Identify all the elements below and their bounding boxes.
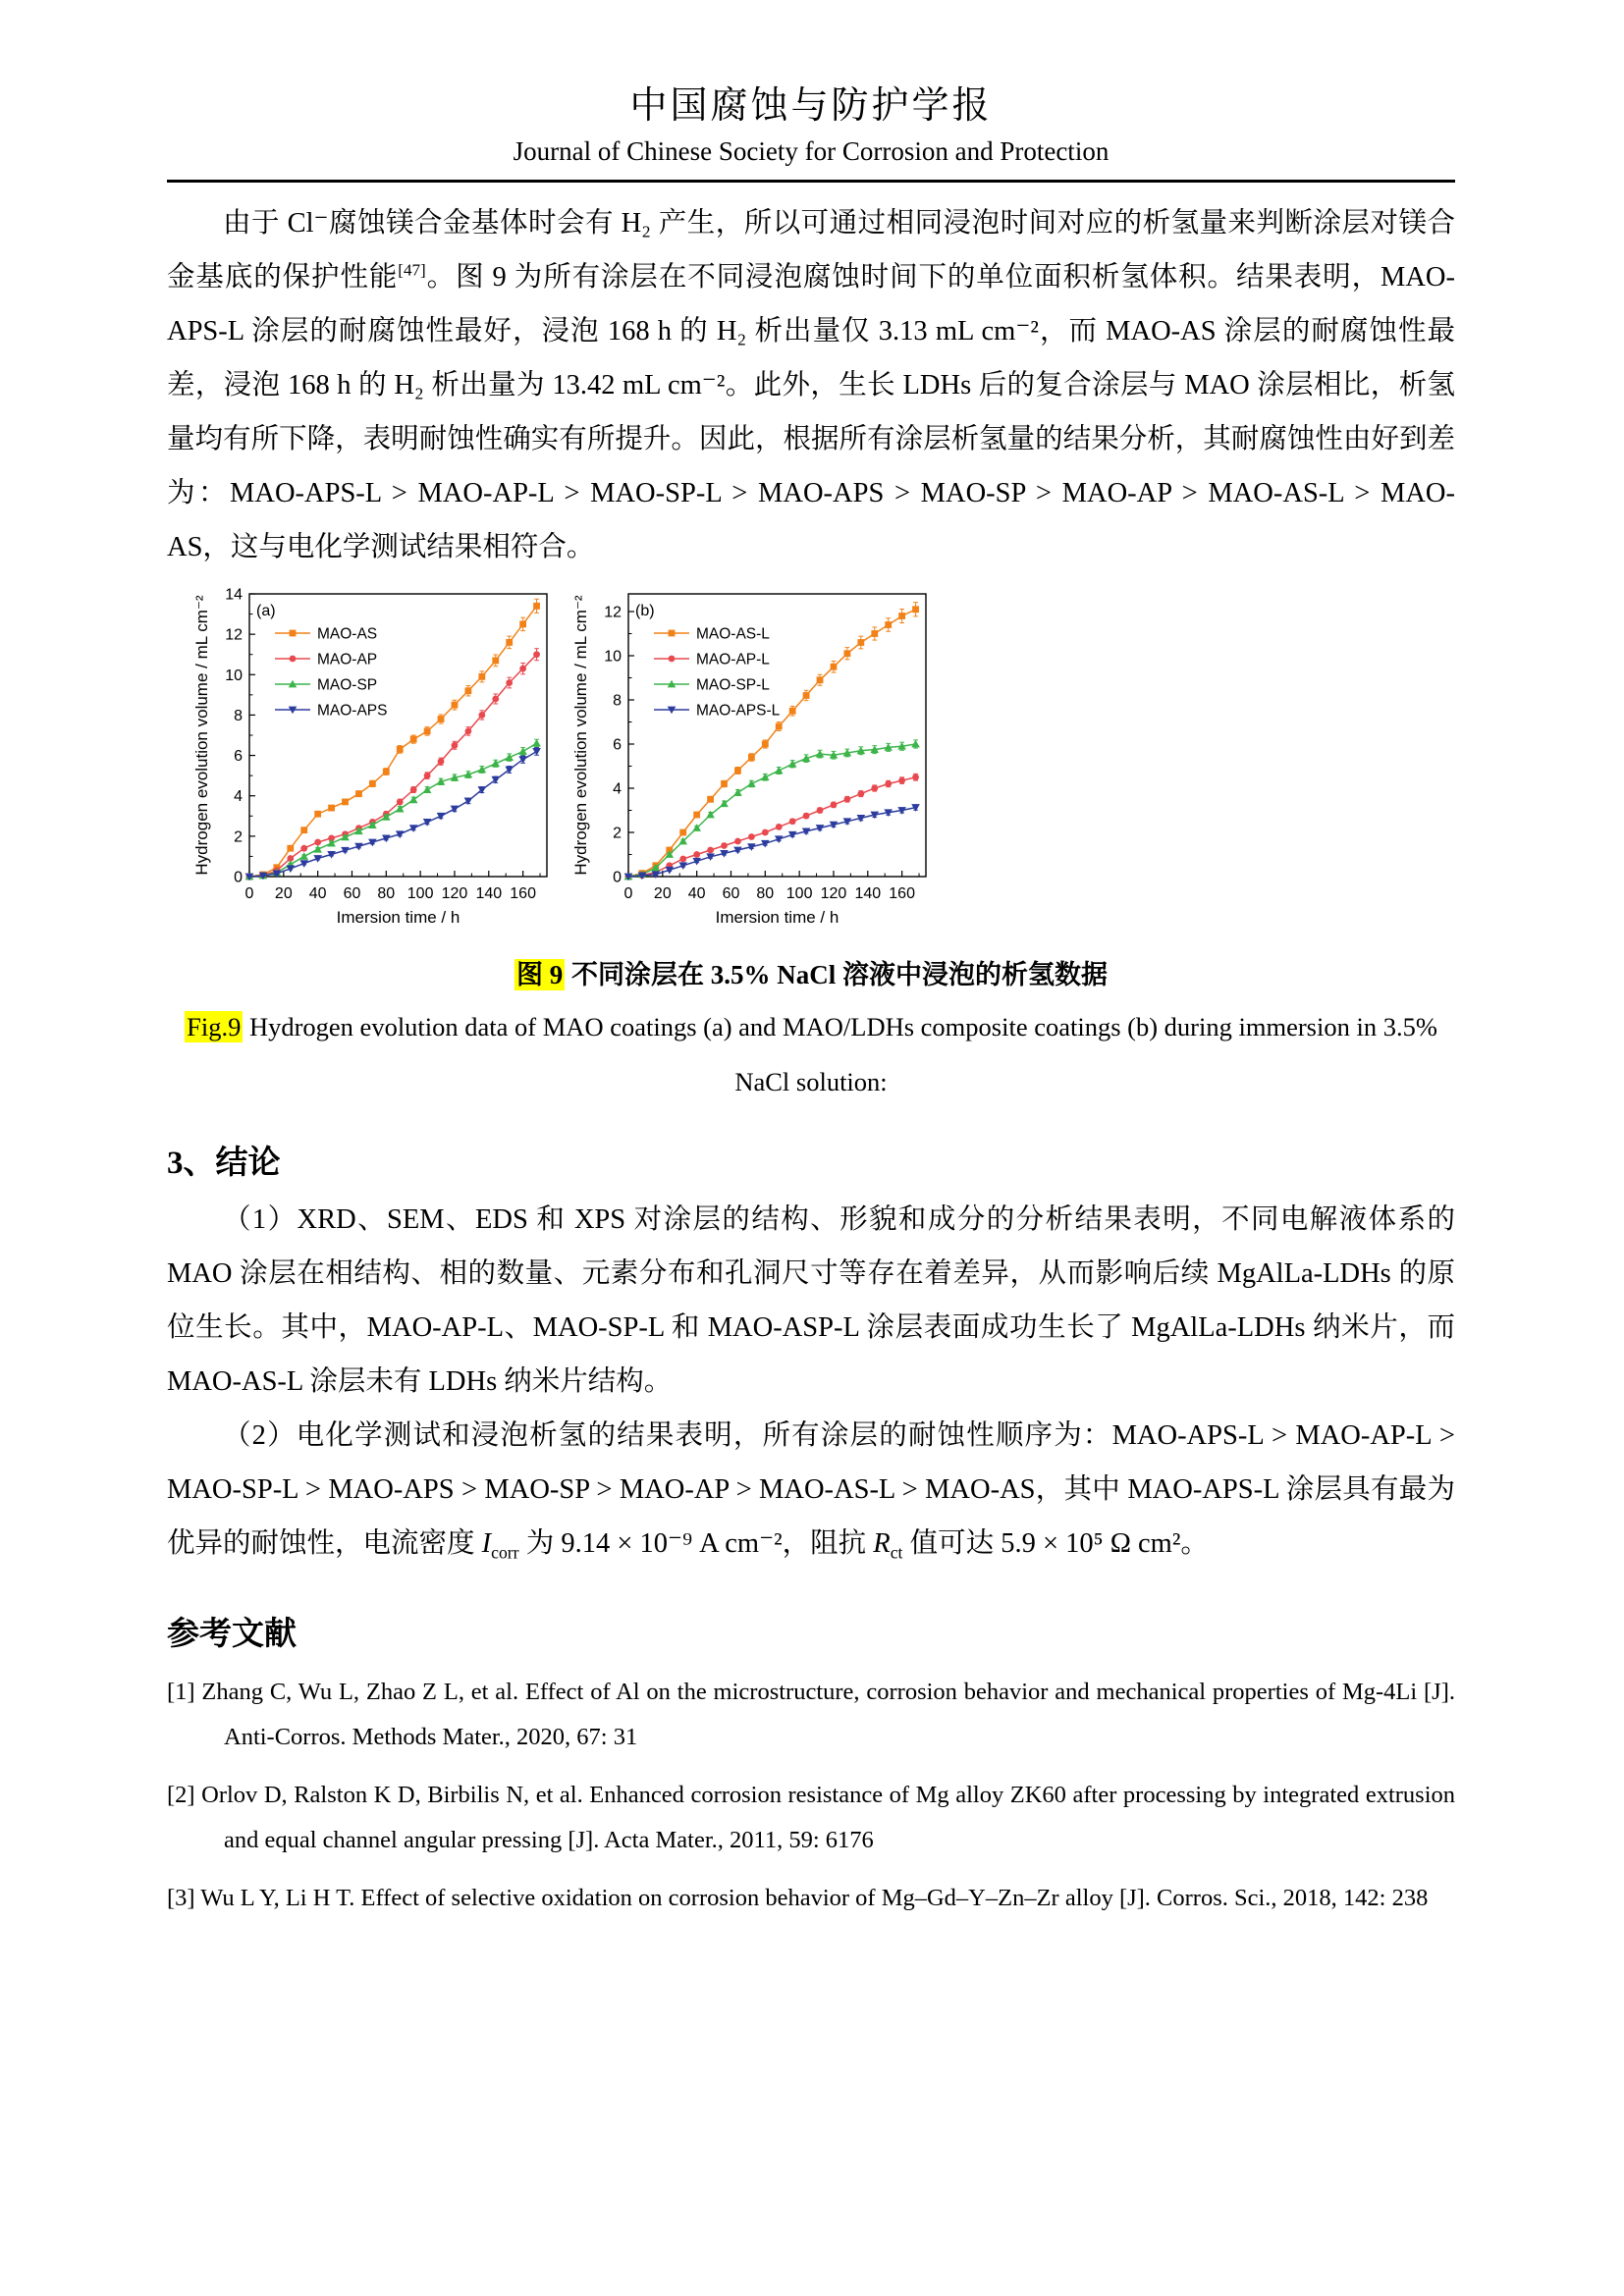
section-heading-references: 参考文献	[167, 1616, 297, 1652]
reference-item-3: [3] Wu L Y, Li H T. Effect of selective oxidation on corrosion behavior of Mg–Gd–Y–Zn–Zr alloy [J]. Corros. Sci., 2018, 142: 238	[167, 1884, 1429, 1911]
svg-text:140: 140	[475, 885, 503, 902]
conclusion-2-text-1: （2）电化学测试和浸泡析氢的结果表明，所有涂层的耐蚀性顺序为：MAO-APS-L > MAO-AP-L > MAO-SP-L > MAO-APS > MAO-SP > MAO-AP > MAO-AS-L > MAO-AS，其中 MAO-APS-L 涂层具有最为优异的耐蚀性，电流密度	[167, 1420, 1455, 1559]
figure-9-captions	[167, 953, 1455, 1109]
figure-caption-zh	[167, 953, 1455, 991]
figure-9	[167, 582, 1455, 1109]
svg-text:60: 60	[722, 885, 740, 902]
svg-text:(b): (b)	[635, 603, 655, 619]
svg-text:MAO-SP: MAO-SP	[317, 676, 378, 694]
variable-rct: R	[873, 1528, 891, 1559]
reference-list	[167, 1670, 1455, 1921]
svg-text:80: 80	[377, 885, 396, 902]
svg-text:6: 6	[234, 748, 243, 766]
svg-text:10: 10	[604, 648, 622, 666]
svg-text:80: 80	[756, 885, 775, 902]
citation-marker-47: [47]	[398, 260, 426, 280]
svg-text:6: 6	[613, 736, 622, 754]
svg-text:MAO-APS: MAO-APS	[317, 702, 388, 720]
svg-text:MAO-AP: MAO-AP	[317, 651, 378, 668]
figure-label-zh-highlight: 图 9	[516, 960, 564, 989]
chart-a-hydrogen-evolution-mao	[192, 582, 554, 934]
svg-text:0: 0	[234, 869, 243, 886]
svg-text:(a): (a)	[256, 603, 276, 619]
svg-text:MAO-SP-L: MAO-SP-L	[696, 676, 770, 694]
svg-text:12: 12	[225, 626, 243, 644]
journal-title-zh: 中国腐蚀与防护学报	[629, 85, 993, 127]
svg-text:120: 120	[820, 885, 847, 902]
svg-text:2: 2	[234, 828, 243, 846]
svg-text:10: 10	[225, 667, 243, 684]
figure-caption-en	[167, 999, 1455, 1109]
variable-rct-sub: ct	[890, 1542, 903, 1563]
figure-label-en-highlight: Fig.9	[187, 1012, 242, 1041]
svg-text:120: 120	[441, 885, 468, 902]
svg-text:8: 8	[613, 692, 622, 710]
conclusion-2-text-2: 为 9.14 × 10⁻⁹ A cm⁻²，阻抗	[518, 1528, 874, 1559]
figure-caption-zh-text: 不同涂层在 3.5% NaCl 溶液中浸泡的析氢数据	[565, 960, 1108, 989]
variable-icorr-sub: corr	[491, 1542, 519, 1563]
svg-text:MAO-AS: MAO-AS	[317, 625, 378, 643]
chart-b-hydrogen-evolution-mao-ldh	[571, 582, 933, 934]
conclusion-2-text-3: 值可达 5.9 × 10⁵ Ω cm²。	[902, 1528, 1209, 1559]
svg-text:Imersion time / h: Imersion time / h	[336, 908, 460, 927]
svg-text:160: 160	[510, 885, 536, 902]
charts-row	[192, 582, 1455, 934]
svg-text:2: 2	[613, 825, 622, 842]
reference-item-2: [2] Orlov D, Ralston K D, Birbilis N, et al. Enhanced corrosion resistance of Mg alloy ZK60 after processing by integrated extrusion and equal channel angular pressing [J]. Acta Mater., 2011, 59: 6176	[167, 1781, 1455, 1853]
svg-text:MAO-APS-L: MAO-APS-L	[696, 702, 781, 720]
svg-text:12: 12	[604, 604, 622, 621]
svg-text:140: 140	[854, 885, 882, 902]
svg-text:Hydrogen evolution volume / mL: Hydrogen evolution volume / mL cm⁻²	[192, 595, 211, 876]
svg-text:4: 4	[234, 788, 243, 806]
svg-text:MAO-AS-L: MAO-AS-L	[696, 625, 770, 643]
svg-text:40: 40	[687, 885, 706, 902]
paragraph-text-1: 由于 Cl⁻腐蚀镁合金基体时会有 H₂ 产生，所以可通过相同浸泡时间对应的析氢量来判断涂层对镁合金基底的保护性能	[167, 208, 1455, 293]
svg-text:14: 14	[225, 586, 243, 604]
svg-text:0: 0	[613, 869, 622, 886]
svg-text:40: 40	[308, 885, 327, 902]
figure-caption-en-text: Hydrogen evolution data of MAO coatings (a) and MAO/LDHs composite coatings (b) during immersion in 3.5% NaCl solution:	[243, 1012, 1437, 1096]
svg-text:60: 60	[343, 885, 361, 902]
conclusion-paragraph-2	[167, 1409, 1455, 1580]
svg-text:MAO-AP-L: MAO-AP-L	[696, 651, 770, 668]
variable-icorr: I	[481, 1528, 492, 1559]
paragraph-hydrogen-evolution	[167, 196, 1455, 574]
svg-text:4: 4	[613, 780, 622, 798]
svg-text:100: 100	[785, 885, 813, 902]
svg-text:Hydrogen evolution volume / mL: Hydrogen evolution volume / mL cm⁻²	[571, 595, 590, 876]
journal-header	[167, 75, 1455, 183]
svg-text:20: 20	[274, 885, 293, 902]
svg-text:160: 160	[889, 885, 915, 902]
svg-text:Imersion time / h: Imersion time / h	[715, 908, 839, 927]
svg-text:8: 8	[234, 707, 243, 724]
section-heading-conclusion: 3、结论	[167, 1146, 281, 1181]
header-divider	[167, 180, 1455, 183]
conclusion-paragraph-1: （1）XRD、SEM、EDS 和 XPS 对涂层的结构、形貌和成分的分析结果表明，不同电解液体系的 MAO 涂层在相结构、相的数量、元素分布和孔洞尺寸等存在着差异，从而影响后续 MgAlLa-LDHs 的原位生长。其中，MAO-AP-L、MAO-SP-L 和 MAO-ASP-L 涂层表面成功生长了 MgAlLa-LDHs 纳米片，而 MAO-AS-L 涂层未有 LDHs 纳米片结构。	[167, 1204, 1455, 1397]
svg-text:100: 100	[406, 885, 434, 902]
paragraph-text-2: 。图 9 为所有涂层在不同浸泡腐蚀时间下的单位面积析氢体积。结果表明，MAO-APS-L 涂层的耐腐蚀性最好，浸泡 168 h 的 H₂ 析出量仅 3.13 mL cm⁻²，而 MAO-AS 涂层的耐腐蚀性最差，浸泡 168 h 的 H₂ 析出量为 13.42 mL cm⁻²。此外，生长 LDHs 后的复合涂层与 MAO 涂层相比，析氢量均有所下降，表明耐蚀性确实有所提升。因此，根据所有涂层析氢量的结果分析，其耐腐蚀性由好到差为：MAO-APS-L > MAO-AP-L > MAO-SP-L > MAO-APS > MAO-SP > MAO-AP > MAO-AS-L > MAO-AS，这与电化学测试结果相符合。	[167, 262, 1455, 562]
svg-text:0: 0	[623, 885, 633, 902]
svg-text:0: 0	[244, 885, 254, 902]
journal-title-en: Journal of Chinese Society for Corrosion and Protection	[513, 136, 1110, 166]
svg-text:20: 20	[653, 885, 672, 902]
reference-item-1: [1] Zhang C, Wu L, Zhao Z L, et al. Effect of Al on the microstructure, corrosion behavior and mechanical properties of Mg-4Li [J]. Anti-Corros. Methods Mater., 2020, 67: 31	[167, 1678, 1455, 1750]
